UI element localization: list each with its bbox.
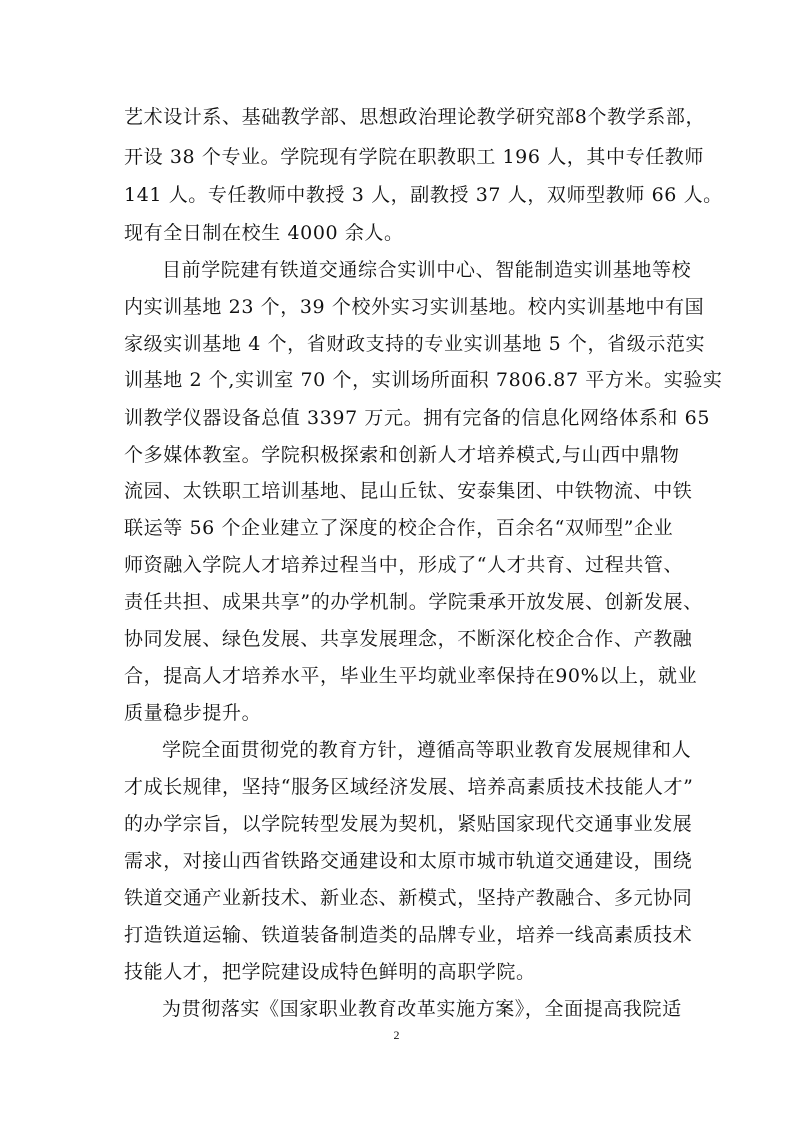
text-line: 责任共担、成果共享”的办学机制。学院秉承开放发展、创新发展、 <box>124 591 703 613</box>
text-line: 训基地 2 个,实训室 70 个，实训场所面积 7806.87 平方米。实验实 <box>124 369 723 391</box>
text-line: 联运等 56 个企业建立了深度的校企合作，百余名“双师型”企业 <box>124 517 674 539</box>
text-line: 个多媒体教室。学院积极探索和创新人才培养模式,与山西中鼎物 <box>124 444 680 466</box>
text-line: 的办学宗旨，以学院转型发展为契机，紧贴国家现代交通事业发展 <box>124 813 693 835</box>
text-line: 打造铁道运输、铁道装备制造类的品牌专业，培养一线高素质技术 <box>124 924 693 946</box>
text-line: 铁道交通产业新技术、新业态、新模式，坚持产教融合、多元协同 <box>124 887 693 909</box>
text-line: 流园、太铁职工培训基地、昆山丘钛、安泰集团、中铁物流、中铁 <box>124 480 693 502</box>
text-line: 才成长规律，坚持“服务区域经济发展、培养高素质技术技能人才” <box>124 776 694 798</box>
text-line: 需求，对接山西省铁路交通建设和太原市城市轨道交通建设，围绕 <box>124 850 693 872</box>
text-line: 艺术设计系、基础教学部、思想政治理论教学研究部8个教学系部， <box>124 106 706 128</box>
paragraph-first-line: 目前学院建有铁道交通综合实训中心、智能制造实训基地等校 <box>162 259 692 281</box>
paragraph-first-line: 学院全面贯彻党的教育方针，遵循高等职业教育发展规律和人 <box>162 739 692 761</box>
paragraph-first-line: 为贯彻落实《国家职业教育改革实施方案》，全面提高我院适 <box>162 998 682 1020</box>
text-line: 开设 38 个专业。学院现有学院在职教职工 196 人，其中专任教师 <box>124 146 705 168</box>
text-line: 家级实训基地 4 个，省财政支持的专业实训基地 5 个，省级示范实 <box>124 333 706 355</box>
text-line: 141 人。专任教师中教授 3 人，副教授 37 人，双师型教师 66 人。 <box>124 184 723 206</box>
text-line: 质量稳步提升。 <box>124 702 262 724</box>
text-line: 内实训基地 23 个，39 个校外实习实训基地。校内实训基地中有国 <box>124 296 705 318</box>
text-line: 师资融入学院人才培养过程当中，形成了“人才共育、过程共管、 <box>124 554 684 576</box>
text-line: 技能人才，把学院建设成特色鲜明的高职学院。 <box>124 961 536 983</box>
text-line: 现有全日制在校生 4000 余人。 <box>124 222 404 244</box>
page-number: 2 <box>393 1028 400 1042</box>
text-line: 训教学仪器设备总值 3397 万元。拥有完备的信息化网络体系和 65 <box>124 407 711 429</box>
text-line: 合，提高人才培养水平，毕业生平均就业率保持在90%以上，就业 <box>124 665 698 687</box>
text-line: 协同发展、绿色发展、共享发展理念，不断深化校企合作、产教融 <box>124 628 693 650</box>
